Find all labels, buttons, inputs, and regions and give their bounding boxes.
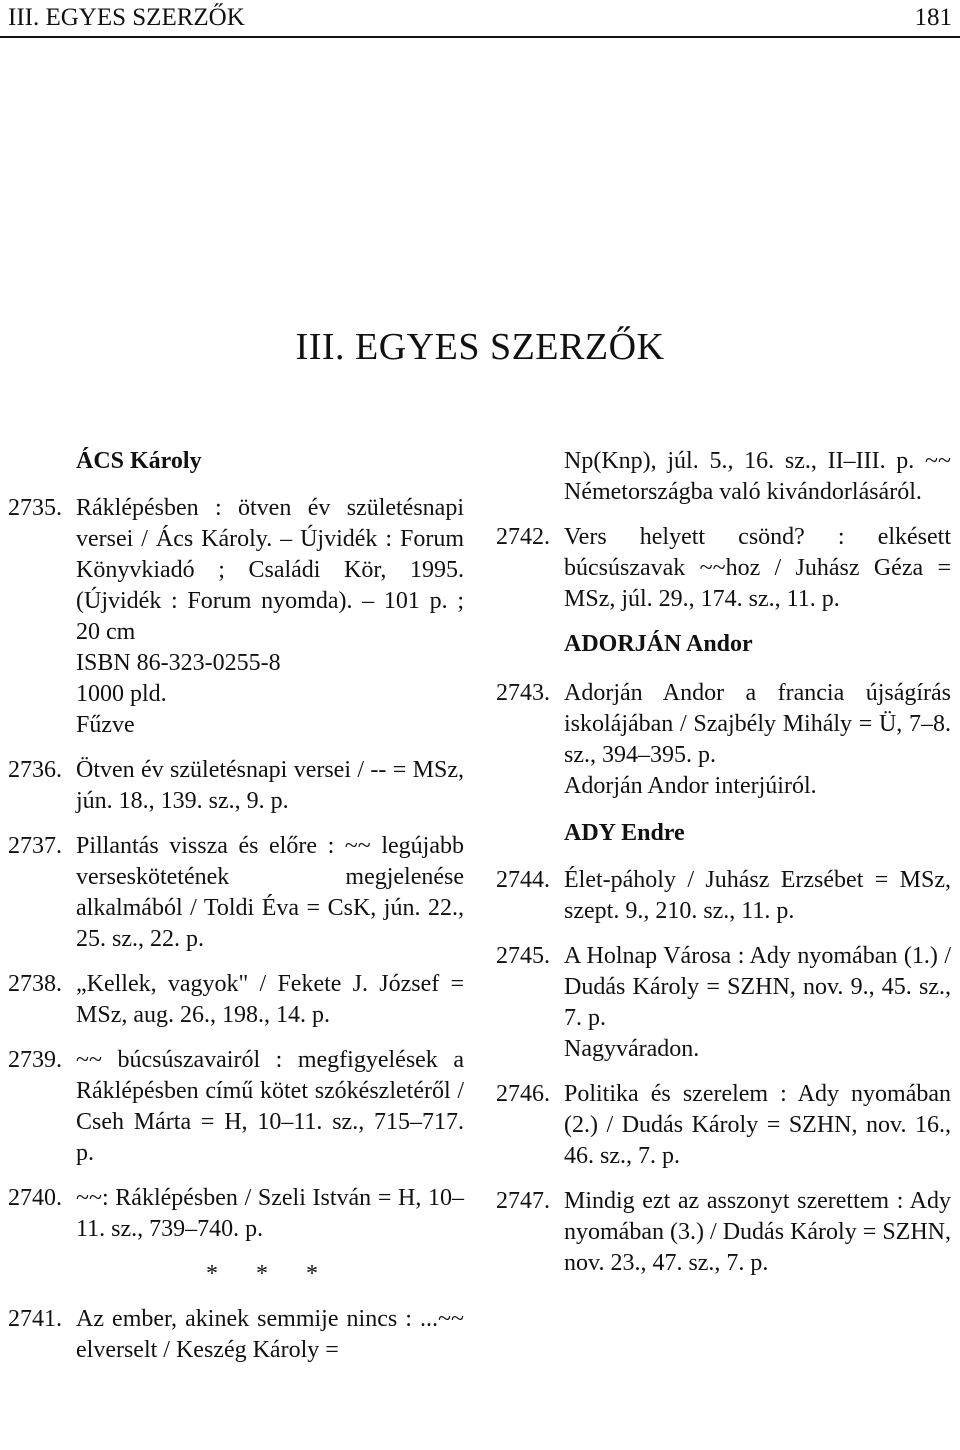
entry-number: 2743. [496, 680, 550, 706]
entry-text: Vers helyett csönd? : elkésett búcsúszavak ~~hoz / Juhász Géza = MSz, júl. 29., 174. sz., 11. p. [564, 524, 951, 612]
entry-number: 2745. [496, 943, 550, 969]
entry-2739 [8, 1045, 464, 1169]
entry-2738 [8, 969, 464, 1031]
entry-note: Adorján Andor interjúiról. [564, 773, 817, 799]
entry-text: „Kellek, vagyok" / Fekete J. József = MSz, aug. 26., 198., 14. p. [76, 971, 464, 1028]
header-rule [0, 36, 960, 38]
entry-number: 2741. [8, 1306, 62, 1332]
running-head-title: III. EGYES SZERZŐK [8, 4, 245, 31]
running-head [0, 0, 960, 40]
entry-number: 2737. [8, 833, 62, 859]
right-column [496, 446, 951, 1279]
author-heading-adorjan: ADORJÁN Andor [564, 631, 753, 657]
entry-2741 [8, 1304, 464, 1366]
entry-number: 2738. [8, 971, 62, 997]
section-separator: * * * [206, 1261, 334, 1287]
left-column [8, 446, 464, 1366]
entry-number: 2735. [8, 495, 62, 521]
entry-binding: Fűzve [76, 712, 135, 738]
author-heading-ady: ADY Endre [564, 820, 685, 846]
entry-text: Politika és szerelem : Ady nyomában (2.) / Dudás Károly = SZHN, nov. 16., 46. sz., 7. p. [564, 1081, 951, 1169]
entry-2744 [496, 865, 951, 927]
entry-number: 2736. [8, 757, 62, 783]
entry-2746 [496, 1079, 951, 1172]
entry-2745 [496, 941, 951, 1065]
entry-text: Élet-páholy / Juhász Erzsébet = MSz, szept. 9., 210. sz., 11. p. [564, 867, 951, 924]
entry-2736 [8, 755, 464, 817]
entry-text: Ötven év születésnapi versei / -- = MSz, jún. 18., 139. sz., 9. p. [76, 757, 464, 814]
entry-text: Ráklépésben : ötven év születésnapi versei / Ács Károly. – Újvidék : Forum Könyvkiadó ; Családi Kör, 1995. (Újvidék : Forum nyomda). – 101 p. ; 20 cm [76, 495, 464, 645]
entry-2743 [496, 678, 951, 802]
entry-text: Adorján Andor a francia újságírás iskolájában / Szajbély Mihály = Ü, 7–8. sz., 394–395. p. [564, 680, 951, 768]
entry-number: 2739. [8, 1047, 62, 1073]
entry-2747 [496, 1186, 951, 1279]
entry-2737 [8, 831, 464, 955]
entry-2741-continuation: Np(Knp), júl. 5., 16. sz., II–III. p. ~~ Németországba való kivándorlásáról. [564, 448, 951, 505]
entry-text: Mindig ezt az asszonyt szerettem : Ady nyomában (3.) / Dudás Károly = SZHN, nov. 23., 47. sz., 7. p. [564, 1188, 951, 1276]
entry-2742 [496, 522, 951, 615]
entry-number: 2742. [496, 524, 550, 550]
entry-isbn: ISBN 86-323-0255-8 [76, 650, 281, 676]
entry-text: ~~ búcsúszavairól : megfigyelések a Ráklépésben című kötet szókészletéről / Cseh Márta = H, 10–11. sz., 715–717. p. [76, 1047, 464, 1166]
entry-text: A Holnap Városa : Ady nyomában (1.) / Dudás Károly = SZHN, nov. 9., 45. sz., 7. p. [564, 943, 951, 1031]
entry-number: 2746. [496, 1081, 550, 1107]
entry-text: Az ember, akinek semmije nincs : ...~~ elverselt / Keszég Károly = [76, 1306, 464, 1363]
entry-2740 [8, 1183, 464, 1245]
entry-copies: 1000 pld. [76, 681, 167, 707]
entry-number: 2740. [8, 1185, 62, 1211]
page-number: 181 [914, 4, 952, 31]
entry-text: Pillantás vissza és előre : ~~ legújabb verseskötetének megjelenése alkalmából / Toldi Éva = CsK, jún. 22., 25. sz., 22. p. [76, 833, 464, 952]
entry-note: Nagyváradon. [564, 1036, 700, 1062]
entry-text: ~~: Ráklépésben / Szeli István = H, 10–11. sz., 739–740. p. [76, 1185, 464, 1242]
entry-2735 [8, 493, 464, 741]
entry-number: 2747. [496, 1188, 550, 1214]
author-heading-acs: ÁCS Károly [76, 448, 202, 474]
section-title: III. EGYES SZERZŐK [295, 326, 665, 368]
entry-number: 2744. [496, 867, 550, 893]
